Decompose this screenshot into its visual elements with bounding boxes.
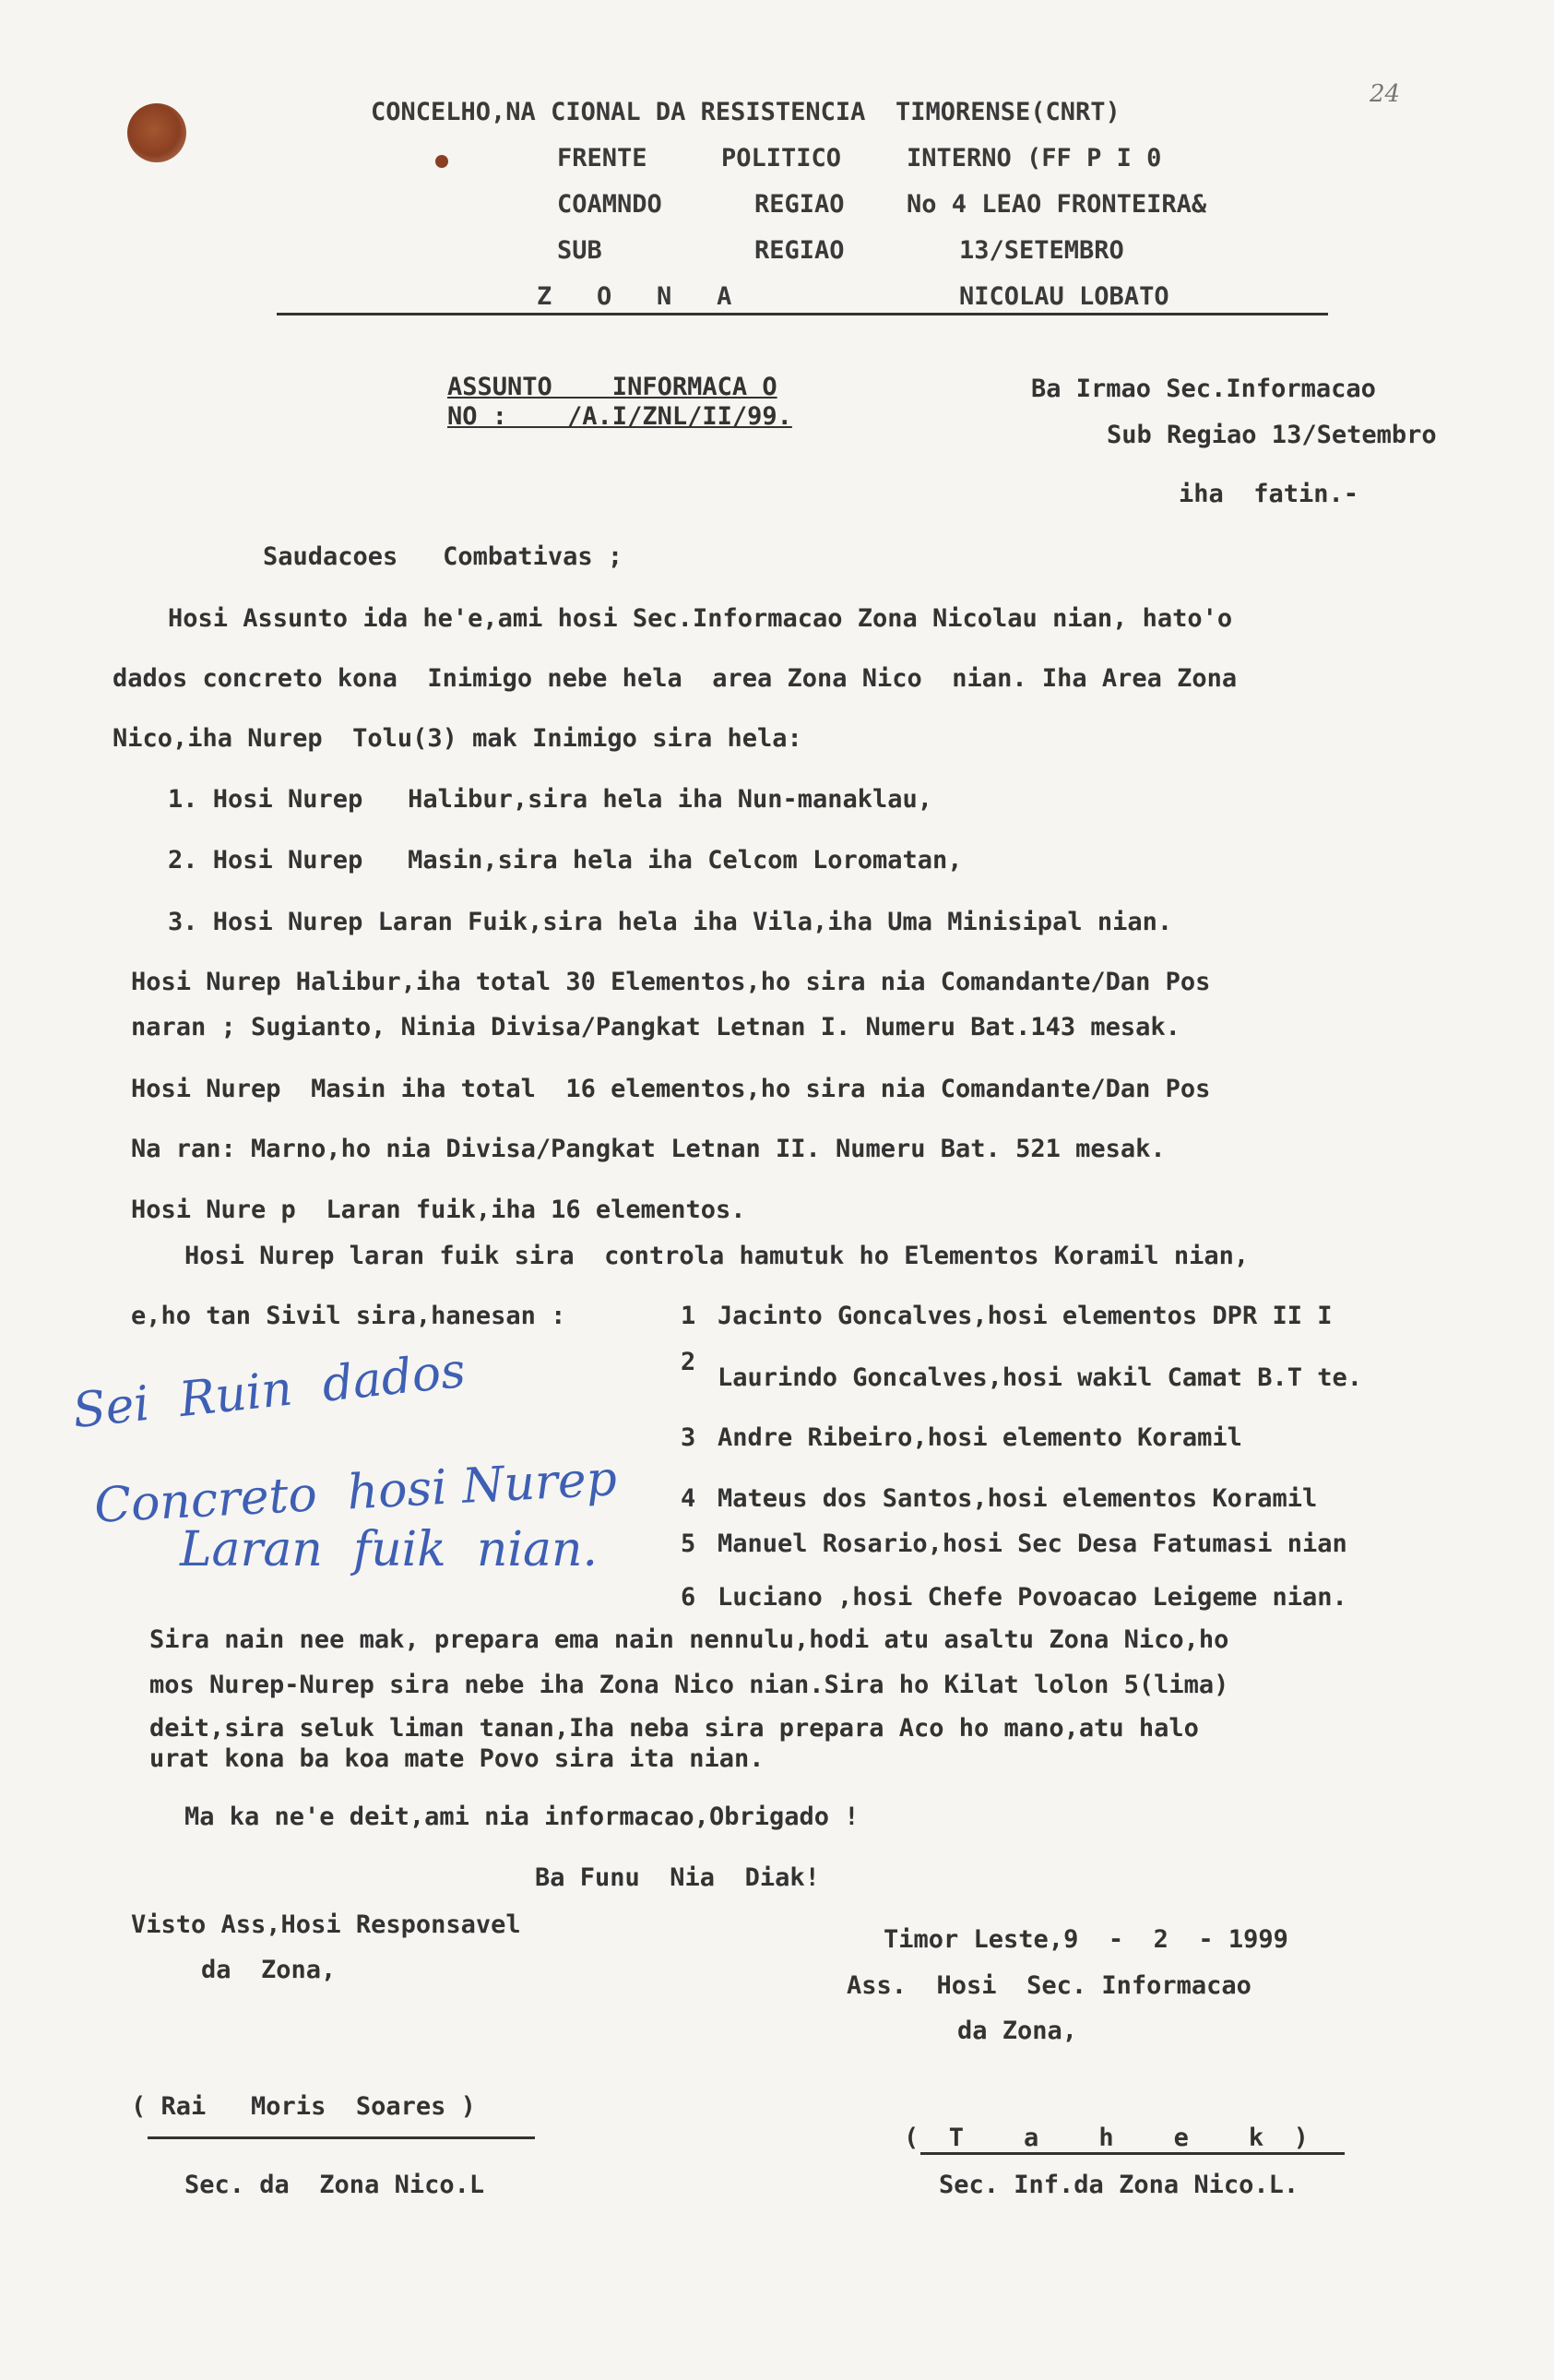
header-sub-mid: REGIAO: [754, 236, 845, 265]
body-p5-line2: e,ho tan Sivil sira,hanesan :: [131, 1302, 566, 1330]
body-p3-line1: Hosi Nurep Masin iha total 16 elementos,ho sira nia Comandante/Dan Pos: [131, 1075, 1211, 1103]
body-p5-line1: Hosi Nurep laran fuik sira controla hamutuk ho Elementos Koramil nian,: [184, 1242, 1250, 1270]
left-signatory-title-2: da Zona,: [201, 1956, 337, 1984]
ink-stain: [127, 103, 186, 162]
list-item-1: 1. Hosi Nurep Halibur,sira hela iha Nun-manaklau,: [168, 785, 933, 814]
body-p2-line1: Hosi Nurep Halibur,iha total 30 Elementos,ho sira nia Comandante/Dan Pos: [131, 968, 1211, 996]
header-organization: CONCELHO,NA CIONAL DA RESISTENCIA TIMORENSE(CNRT): [371, 98, 1121, 126]
subject-number: NO : /A.I/ZNL/II/99.: [447, 402, 792, 431]
body-p1-line1: Hosi Assunto ida he'e,ami hosi Sec.Informacao Zona Nicolau nian, hato'o: [168, 604, 1233, 633]
left-signatory-role: Sec. da Zona Nico.L: [184, 2171, 485, 2199]
body-p6-line4: urat kona ba koa mate Povo sira ita nian.: [149, 1744, 765, 1773]
body-p4-line1: Hosi Nure p Laran fuik,iha 16 elementos.: [131, 1196, 746, 1224]
header-front-mid: POLITICO: [721, 144, 842, 173]
addressee-line2: Sub Regiao 13/Setembro: [1107, 421, 1437, 449]
body-p1-line3: Nico,iha Nurep Tolu(3) mak Inimigo sira hela:: [113, 724, 802, 753]
right-signature-line: [920, 2152, 1345, 2155]
body-p1-line2: dados concreto kona Inimigo nebe hela area Zona Nico nian. Iha Area Zona: [113, 664, 1238, 693]
name-item-4: Mateus dos Santos,hosi elementos Koramil: [718, 1484, 1318, 1513]
closing-line: Ma ka ne'e deit,ami nia informacao,Obrigado !: [184, 1803, 860, 1831]
motto: Ba Funu Nia Diak!: [535, 1863, 820, 1892]
list-item-3: 3. Hosi Nurep Laran Fuik,sira hela iha Vila,iha Uma Minisipal nian.: [168, 908, 1173, 936]
header-sub-right: 13/SETEMBRO: [959, 236, 1124, 265]
name-number-6: 6: [681, 1583, 696, 1612]
left-signatory-name: ( Rai Moris Soares ): [131, 2092, 476, 2121]
left-signatory-title-1: Visto Ass,Hosi Responsavel: [131, 1910, 521, 1939]
subject-title: ASSUNTO INFORMACA O: [447, 373, 777, 401]
name-number-3: 3: [681, 1423, 696, 1452]
name-item-5: Manuel Rosario,hosi Sec Desa Fatumasi nian: [718, 1529, 1347, 1558]
header-front-right: INTERNO (FF P I 0: [907, 144, 1162, 173]
list-item-2: 2. Hosi Nurep Masin,sira hela iha Celcom Loromatan,: [168, 846, 963, 875]
name-item-2: Laurindo Goncalves,hosi wakil Camat B.T te.: [718, 1363, 1362, 1392]
left-signature-line: [148, 2136, 535, 2139]
name-item-3: Andre Ribeiro,hosi elemento Koramil: [718, 1423, 1242, 1452]
ink-dot: [435, 155, 448, 168]
header-front-label: FRENTE: [557, 144, 647, 173]
body-p3-line2: Na ran: Marno,ho nia Divisa/Pangkat Letnan II. Numeru Bat. 521 mesak.: [131, 1135, 1166, 1163]
name-number-5: 5: [681, 1529, 696, 1558]
right-signatory-title-1: Ass. Hosi Sec. Informacao: [847, 1971, 1252, 2000]
handwritten-note-line2: Concreto hosi Nurep: [92, 1451, 619, 1534]
name-item-1: Jacinto Goncalves,hosi elementos DPR II I: [718, 1302, 1333, 1330]
handwritten-note-line3: Laran fuik nian.: [180, 1522, 599, 1577]
header-command-mid: REGIAO: [754, 190, 845, 219]
greeting: Saudacoes Combativas ;: [263, 542, 623, 571]
header-zone-label: Z O N A: [537, 282, 732, 311]
body-p2-line2: naran ; Sugianto, Ninia Divisa/Pangkat Letnan I. Numeru Bat.143 mesak.: [131, 1013, 1180, 1041]
body-p6-line1: Sira nain nee mak, prepara ema nain nennulu,hodi atu asaltu Zona Nico,ho: [149, 1625, 1229, 1654]
right-signatory-title-2: da Zona,: [957, 2017, 1078, 2045]
body-p6-line2: mos Nurep-Nurep sira nebe iha Zona Nico nian.Sira ho Kilat lolon 5(lima): [149, 1671, 1229, 1699]
page-number: 24: [1370, 80, 1401, 108]
name-number-1: 1: [681, 1302, 696, 1330]
handwritten-note-line1: Sei Ruin dados: [70, 1342, 469, 1440]
header-zone-name: NICOLAU LOBATO: [959, 282, 1169, 311]
name-number-4: 4: [681, 1484, 696, 1513]
name-item-6: Luciano ,hosi Chefe Povoacao Leigeme nian.: [718, 1583, 1347, 1612]
right-signatory-name: ( T a h e k ): [904, 2124, 1309, 2152]
name-number-2: 2: [681, 1348, 696, 1376]
header-divider: [277, 313, 1328, 315]
header-command-right: No 4 LEAO FRONTEIRA&: [907, 190, 1207, 219]
body-p6-line3: deit,sira seluk liman tanan,Iha neba sira prepara Aco ho mano,atu halo: [149, 1714, 1199, 1743]
addressee-line1: Ba Irmao Sec.Informacao: [1031, 375, 1376, 403]
right-signatory-role: Sec. Inf.da Zona Nico.L.: [939, 2171, 1299, 2199]
addressee-line3: iha fatin.-: [1179, 480, 1359, 508]
header-sub-label: SUB: [557, 236, 602, 265]
header-command-label: COAMNDO: [557, 190, 662, 219]
signature-date: Timor Leste,9 - 2 - 1999: [884, 1925, 1288, 1954]
